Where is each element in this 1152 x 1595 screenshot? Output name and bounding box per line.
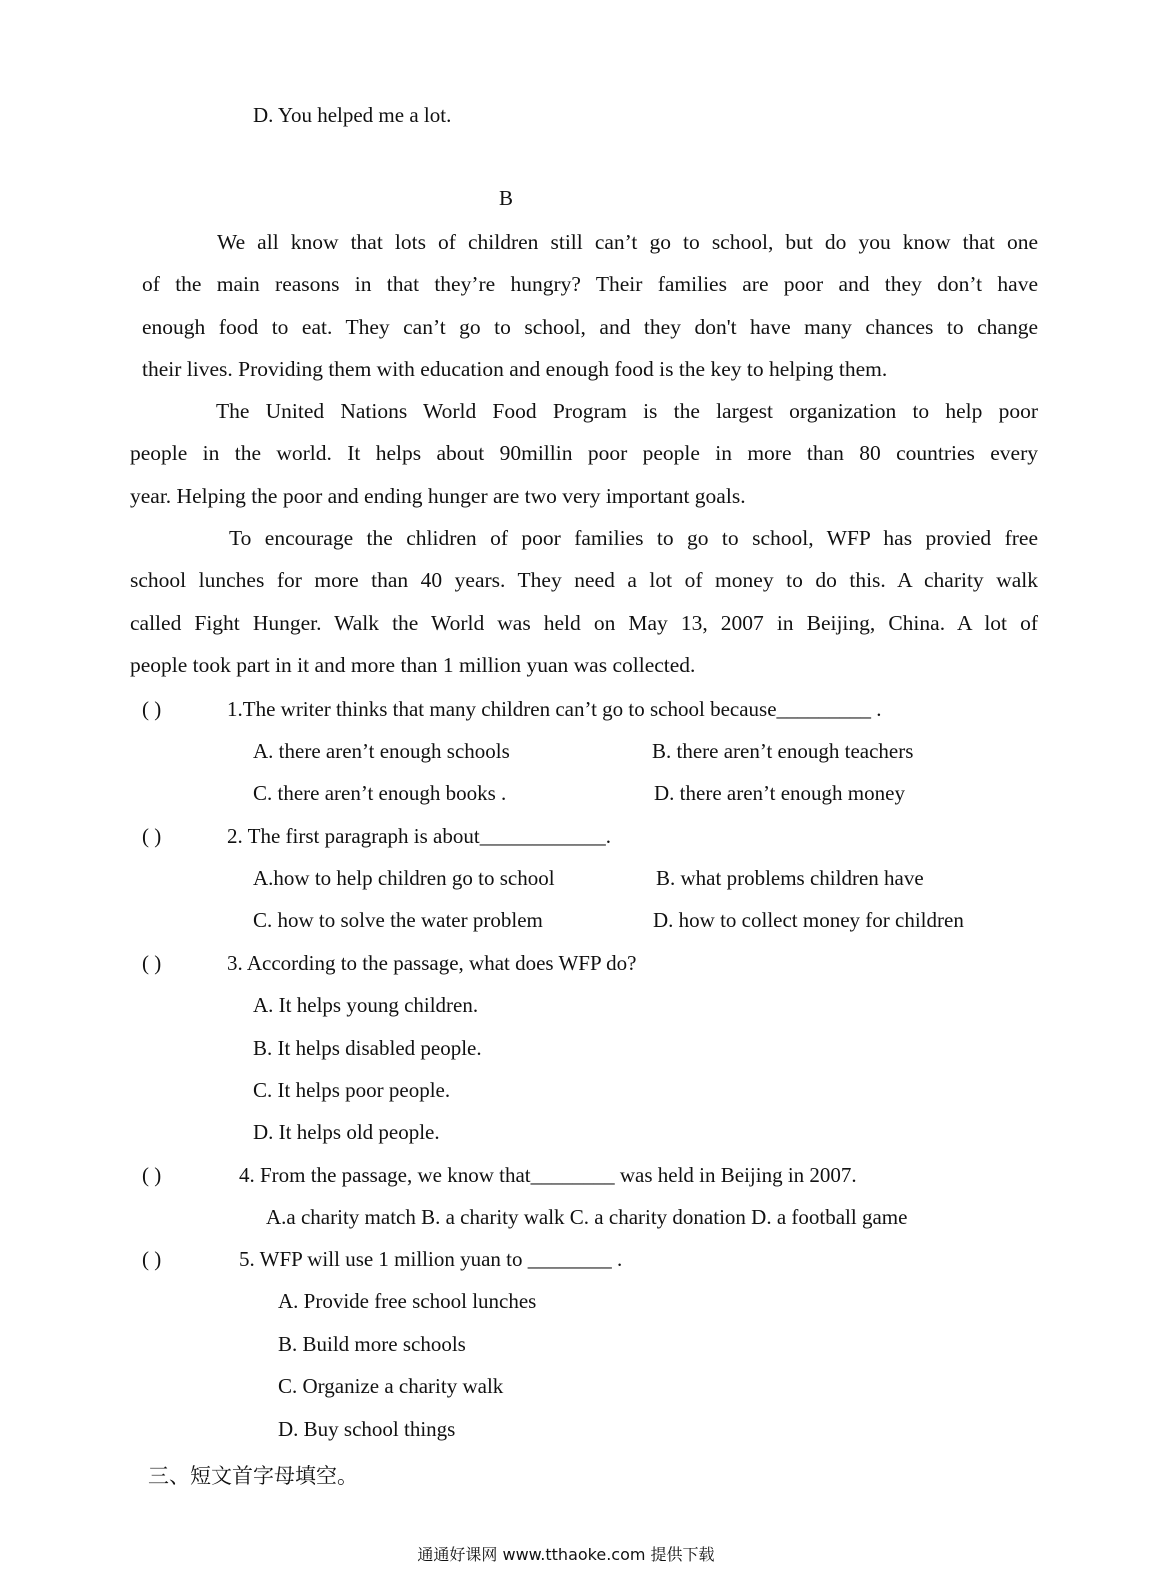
answer-paren: ( ) (142, 1247, 162, 1271)
question-3-stem: 3. According to the passage, what does WFP do? (227, 951, 637, 975)
answer-paren: ( ) (142, 824, 162, 848)
passage-line: people in the world. It helps about 90millin poor people in more than 80 countries every (130, 441, 1038, 466)
question-1-option-a: A. there aren’t enough schools (253, 739, 510, 763)
question-5-option-d: D. Buy school things (278, 1417, 456, 1441)
question-1-stem: 1.The writer thinks that many children can’t go to school because_________ . (227, 697, 882, 721)
passage-paragraph-3 (130, 517, 1038, 686)
passage-line: We all know that lots of children still can’t go to school, but do you know that one (217, 230, 1038, 254)
passage-line: their lives. Providing them with education and enough food is the key to helping them. (142, 356, 888, 381)
question-4-stem: 4. From the passage, we know that________ was held in Beijing in 2007. (239, 1163, 857, 1187)
question-3-option-c: C. It helps poor people. (253, 1078, 451, 1102)
passage-line: The United Nations World Food Program is the largest organization to help poor (216, 399, 1038, 423)
next-section-heading: 三、短文首字母填空。 (148, 1464, 358, 1488)
question-2-option-d: D. how to collect money for children (653, 908, 964, 932)
passage-line: year. Helping the poor and ending hunger are two very important goals. (130, 483, 746, 508)
passage-line: called Fight Hunger. Walk the World was held on May 13, 2007 in Beijing, China. A lot of (130, 610, 1038, 635)
section-label: B (498, 186, 513, 210)
passage-line: of the main reasons in that they’re hungry? Their families are poor and they don’t have (142, 272, 1038, 297)
question-1-option-c: C. there aren’t enough books . (253, 781, 507, 805)
question-3-option-a: A. It helps young children. (253, 993, 479, 1017)
question-2-option-b: B. what problems children have (656, 866, 924, 890)
question-2-option-a: A.how to help children go to school (253, 866, 555, 890)
question-5-option-c: C. Organize a charity walk (278, 1374, 504, 1398)
answer-paren: ( ) (142, 697, 162, 721)
question-5-option-b: B. Build more schools (278, 1332, 466, 1356)
passage-line: To encourage the chlidren of poor families to go to school, WFP has provied free (229, 526, 1038, 550)
passage-line: enough food to eat. They can’t go to school, and they don't have many chances to change (142, 314, 1038, 339)
question-2-option-c: C. how to solve the water problem (253, 908, 543, 932)
question-5-option-a: A. Provide free school lunches (278, 1289, 537, 1313)
passage-line: school lunches for more than 40 years. They need a lot of money to do this. A charity walk (130, 568, 1038, 593)
question-4-options: A.a charity match B. a charity walk C. a charity donation D. a football game (266, 1205, 908, 1229)
question-2-stem: 2. The first paragraph is about____________. (227, 824, 611, 848)
answer-paren: ( ) (142, 1163, 162, 1187)
question-3-option-b: B. It helps disabled people. (253, 1036, 482, 1060)
passage-line: people took part in it and more than 1 million yuan was collected. (130, 652, 696, 677)
previous-option-d: D. You helped me a lot. (253, 103, 452, 127)
passage-paragraph-1 (142, 221, 1038, 390)
page-footer: 通通好课网 www.tthaoke.com 提供下载 (417, 1545, 715, 1564)
answer-paren: ( ) (142, 951, 162, 975)
question-1-option-b: B. there aren’t enough teachers (652, 739, 914, 763)
passage-paragraph-2 (130, 390, 1038, 517)
question-1-option-d: D. there aren’t enough money (654, 781, 905, 805)
question-5-stem: 5. WFP will use 1 million yuan to ________ . (239, 1247, 623, 1271)
question-3-option-d: D. It helps old people. (253, 1120, 440, 1144)
